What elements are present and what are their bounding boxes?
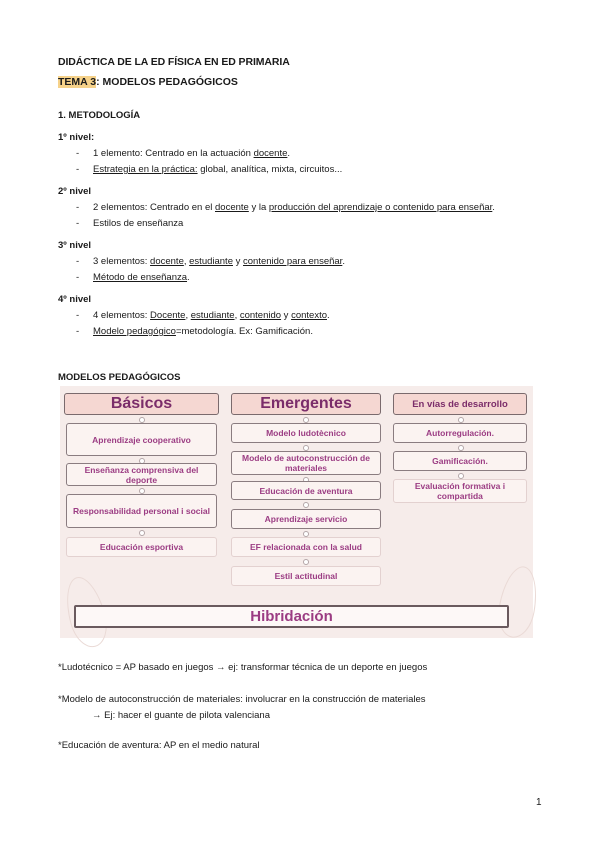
document-subtitle [58,76,238,88]
section-heading-metodologia: 1. METODOLOGÍA [58,110,141,121]
connector-dot [303,559,309,565]
list-item: - Estilos de enseñanza [76,218,184,229]
connector-dot [139,530,145,536]
model-box: Enseñanza comprensiva del deporte [66,463,217,486]
tema-highlight: TEMA 3 [58,76,97,88]
section-heading-modelos: MODELOS PEDAGÓGICOS [58,372,181,383]
note-autoconstruccion: *Modelo de autoconstrucción de materiales: involucrar en la construcción de materiales [58,694,426,705]
model-box: Responsabilidad personal i social [66,494,217,528]
leaf-decoration [494,563,542,640]
model-box: Educación de aventura [231,481,381,500]
note-ludotecnico: *Ludotécnico = AP basado en juegos → ej: transformar técnica de un deporte en juegos [58,662,428,673]
model-box: Gamificación. [393,451,527,471]
models-diagram [60,386,533,638]
model-box: Modelo ludotècnico [231,423,381,443]
level-1-label: 1º nivel: [58,132,95,143]
list-item: - 1 elemento: Centrado en la actuación docente. [76,148,291,159]
level-3-label: 3º nivel [58,240,92,251]
note-autoconstruccion-example: → Ej: hacer el guante de pilota valenciana [92,710,270,721]
list-item: - Método de enseñanza. [76,272,190,283]
model-box: Modelo de autoconstrucción de materiales [231,451,381,475]
document-title: DIDÁCTICA DE LA ED FÍSICA EN ED PRIMARIA [58,56,290,68]
hibridacion-bar: Hibridación [74,605,509,628]
page-number: 1 [536,797,542,808]
list-item: - 4 elementos: Docente, estudiante, contenido y contexto. [76,310,330,321]
model-box: Autorregulación. [393,423,527,443]
level-2-label: 2º nivel [58,186,92,197]
tema-title: : MODELOS PEDAGÓGICOS [96,76,238,88]
model-box: Aprendizaje cooperativo [66,423,217,456]
model-box: EF relacionada con la salud [231,537,381,557]
connector-dot [303,502,309,508]
desarrollo-header: En vías de desarrollo [393,393,527,415]
model-box: Aprendizaje servicio [231,509,381,529]
model-box: Educación esportiva [66,537,217,557]
basicos-header: Básicos [64,393,219,415]
list-item: - 2 elementos: Centrado en el docente y la producción del aprendizaje o contenido para enseñar. [76,202,495,213]
model-box: Estil actitudinal [231,566,381,586]
list-item: - 3 elementos: docente, estudiante y contenido para enseñar. [76,256,345,267]
model-box: Evaluación formativa i compartida [393,479,527,503]
note-aventura: *Educación de aventura: AP en el medio natural [58,740,260,751]
level-4-label: 4º nivel [58,294,92,305]
list-item: - Modelo pedagógico=metodología. Ex: Gamificación. [76,326,313,337]
list-item: - Estrategia en la práctica: global, analítica, mixta, circuitos... [76,164,343,175]
emergentes-header: Emergentes [231,393,381,415]
